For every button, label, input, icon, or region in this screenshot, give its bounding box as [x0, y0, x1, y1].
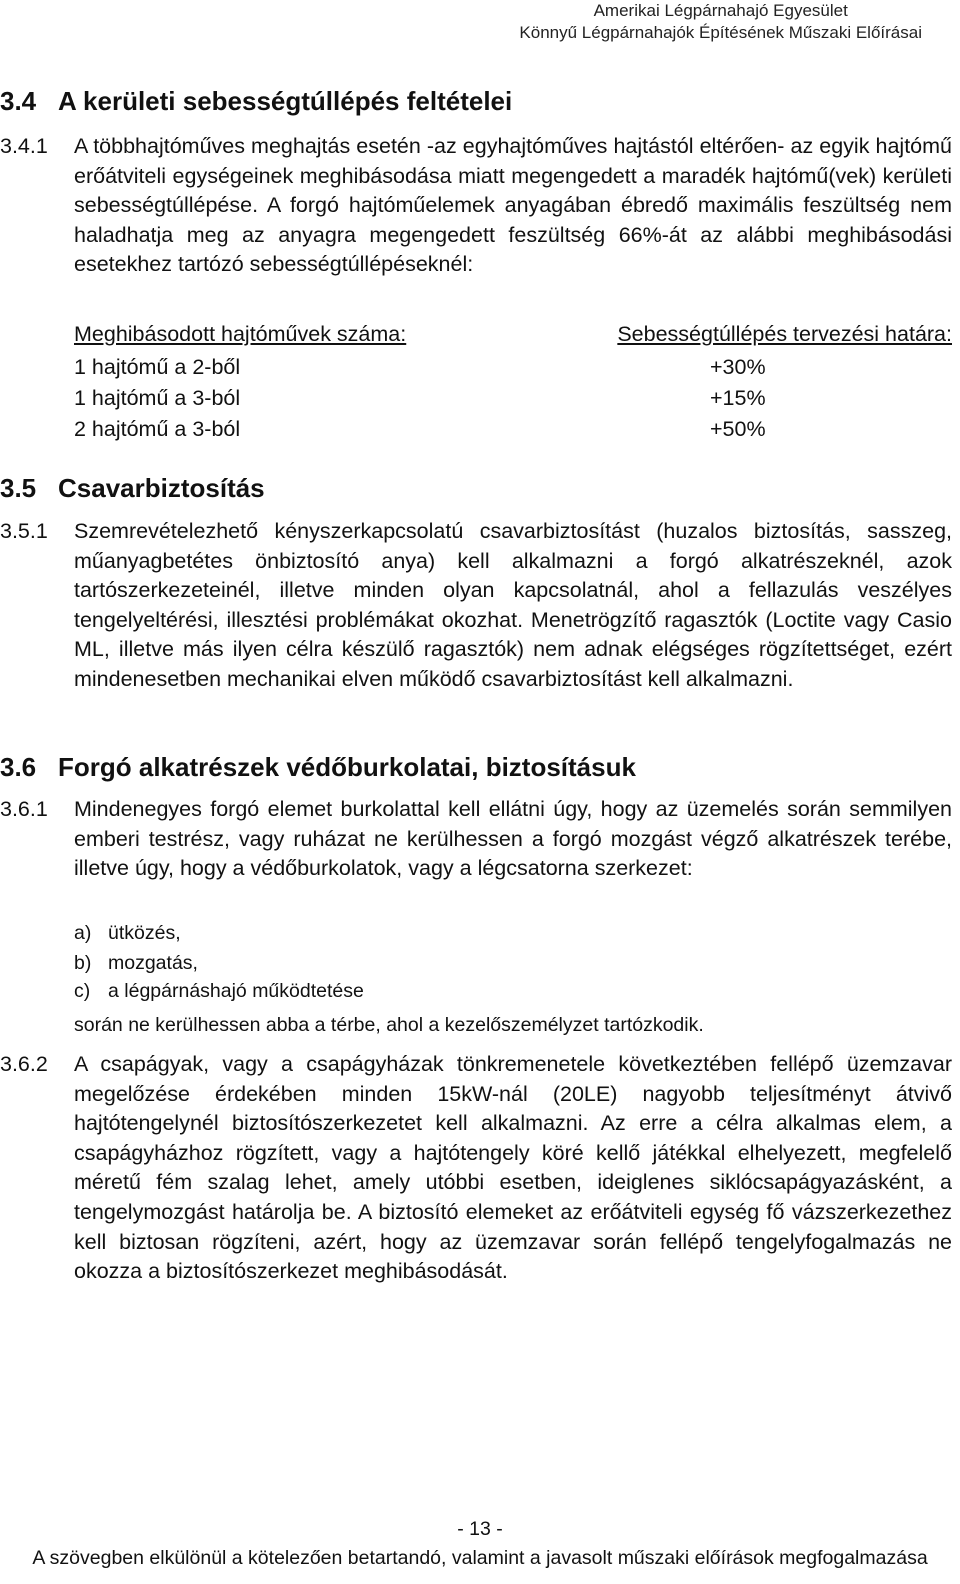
list-text: ütközés, [108, 922, 181, 944]
row-label: 1 hajtómű a 3-ból [74, 386, 241, 410]
section-number: 3.4 [0, 86, 37, 116]
header-organization: Amerikai Légpárnahajó Egyesület [593, 1, 848, 20]
section-heading-3-6 [0, 752, 636, 783]
table-row [74, 355, 766, 385]
row-label: 2 hajtómű a 3-ból [74, 417, 241, 441]
overspeed-limit-column-header: Sebességtúllépés tervezési határa: [617, 322, 952, 346]
list-marker: b) [74, 952, 92, 974]
paragraph-3-5-1 [0, 517, 952, 695]
list-text: mozgatás, [108, 952, 198, 974]
paragraph-number: 3.5.1 [0, 519, 48, 543]
section-heading-3-4 [0, 86, 512, 117]
paragraph-3-6-2 [0, 1050, 952, 1287]
list-item [74, 922, 181, 945]
row-label: 1 hajtómű a 2-ből [74, 355, 241, 379]
paragraph-text: A többhajtóműves meghajtás esetén -az egyhajtóműves hajtástól eltérően- az egyik hajtómű erőátviteli egységeinek meghibásodása miatt megengedett a maradék hajtómű(vek) kerületi sebességtúllépése. A forgó hajtóműelemek anyagában ébredő maximális feszültség nem haladhatja meg az anyagra megengedett feszültség 66%-át az alábbi meghibásodási esetekhez tartózó sebességtúllépéseknél: [74, 134, 952, 277]
page-footer: A szövegben elkülönül a kötelezően betartandó, valamint a javasolt műszaki előírások megfogalmazása [32, 1547, 928, 1569]
row-value: +15% [710, 386, 766, 410]
table-row [74, 417, 766, 447]
list-marker: c) [74, 980, 91, 1002]
list-closing-line: során ne kerülhessen abba a térbe, ahol a kezelőszemélyzet tartózkodik. [74, 1014, 704, 1036]
list-item [74, 952, 198, 975]
table-row [74, 386, 766, 416]
paragraph-text: Szemrevételezhető kényszerkapcsolatú csavarbiztosítást (huzalos biztosítás, sasszeg, műanyagbetétes önbiztosító anya) kell alkalmazni a forgó alkatrészeknél, azok tartószerkezeteinél, illetve minden olyan kapcsolatnál, ahol a fellazulás veszélyes tengelyeltérési, illesztési problémákat okozhat. Menetrögzítő ragasztók (Loctite vagy Casio ML, illetve más ilyen célra készülő ragasztók) nem adnak elégséges rögzítettséget, ezért mindenesetben mechanikai elven működő csavarbiztosítást kell alkalmazni. [74, 519, 952, 691]
paragraph-number: 3.6.2 [0, 1052, 48, 1076]
paragraph-3-6-1 [0, 795, 952, 884]
row-value: +50% [710, 417, 766, 441]
overspeed-table-header [74, 322, 952, 347]
header-document-title: Könnyű Légpárnahajók Építésének Műszaki Előírásai [519, 23, 922, 42]
paragraph-number: 3.6.1 [0, 797, 48, 821]
page-number: - 13 - [457, 1518, 503, 1540]
section-number: 3.5 [0, 473, 37, 503]
paragraph-number: 3.4.1 [0, 134, 48, 158]
list-marker: a) [74, 922, 92, 944]
paragraph-3-4-1 [0, 132, 952, 280]
section-title: Csavarbiztosítás [58, 473, 265, 503]
section-title: A kerületi sebességtúllépés feltételei [58, 86, 513, 116]
list-item [74, 980, 364, 1003]
section-heading-3-5 [0, 473, 265, 504]
failed-engines-column-header: Meghibásodott hajtóművek száma: [74, 322, 407, 346]
paragraph-text: A csapágyak, vagy a csapágyházak tönkremenetele következtében fellépő üzemzavar megelőzése érdekében minden 15kW-nál (20LE) nagyobb teljesítményt átvivő hajtótengelynél biztosítószerkezetet kell alkalmazni. Az erre a célra alkalmas elem, a csapágyházhoz rögzített, vagy a hajtótengely köré kellő játékkal elhelyezett, megfelelő méretű fém szalag lehet, amely utóbbi esetben, ideiglenes siklócsapágyazásként, a tengelymozgást határolja be. A biztosító elemeket az erőátviteli egység fő vázszerkezethez kell biztosan rögzíteni, azért, hogy az üzemzavar során fellépő tengelyfogalmazás ne okozza a biztosítószerkezet meghibásodását. [74, 1052, 952, 1284]
paragraph-text: Mindenegyes forgó elemet burkolattal kell ellátni úgy, hogy az üzemelés során semmilyen emberi testrész, vagy ruházat ne kerülhessen a forgó mozgást végző alkatrészek terébe, illetve úgy, hogy a védőburkolatok, vagy a légcsatorna szerkezet: [74, 797, 952, 881]
section-number: 3.6 [0, 752, 37, 782]
page-header [519, 0, 922, 44]
section-title: Forgó alkatrészek védőburkolatai, biztosításuk [58, 752, 636, 782]
list-text: a légpárnáshajó működtetése [108, 980, 364, 1002]
row-value: +30% [710, 355, 766, 379]
